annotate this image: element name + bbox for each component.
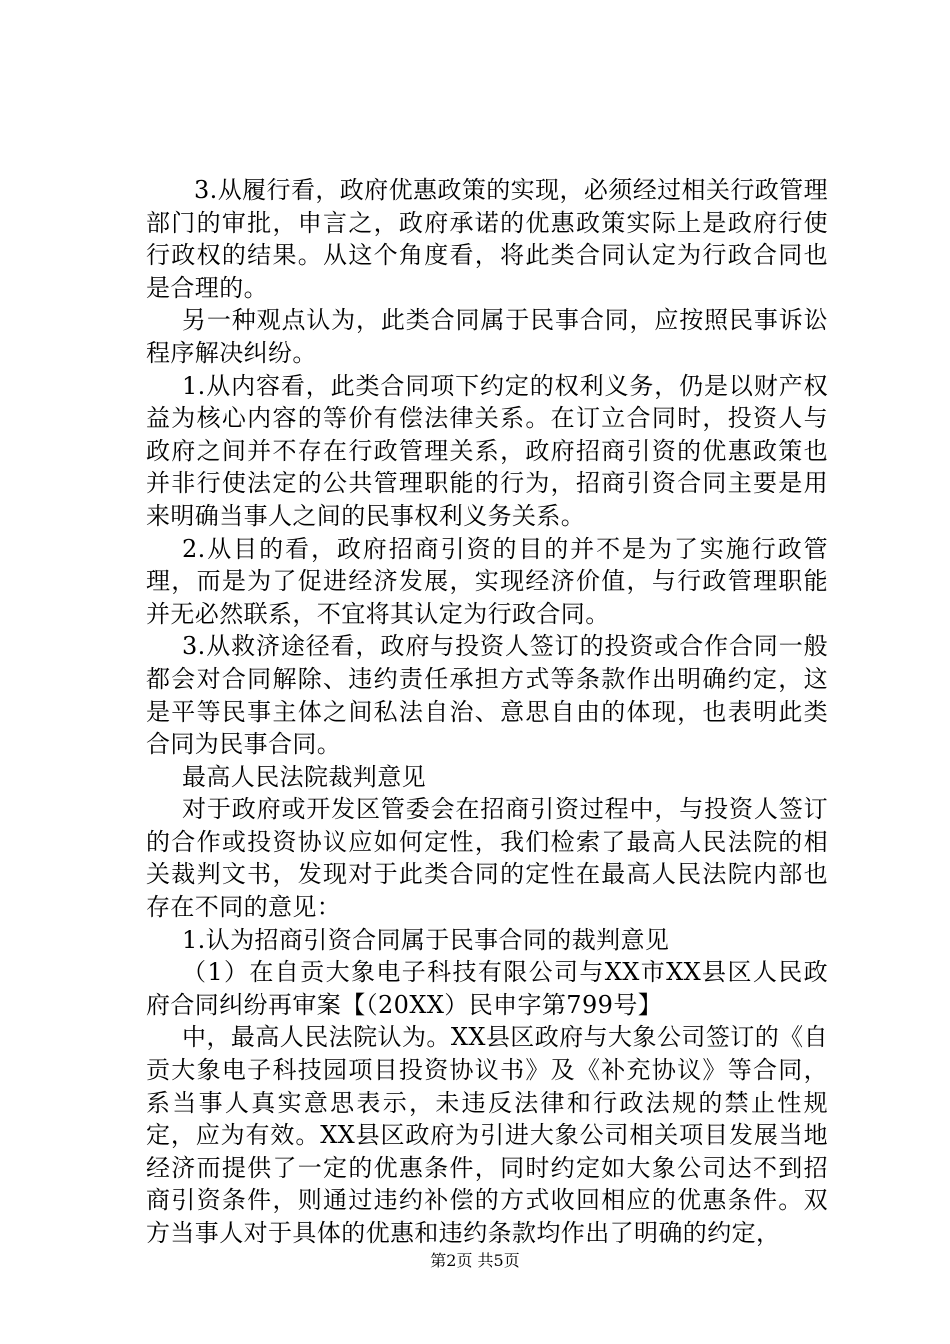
subheading-civil-contract-opinion: 1.认为招商引资合同属于民事合同的裁判意见 [182,925,670,954]
paragraph-purpose-view: 2.从目的看，政府招商引资的目的并不是为了实施行政管理，而是为了促进经济发展，实现经济价值，与行政管理职能并无必然联系，不宜将其认定为行政合同。 [146,534,828,628]
page-footer-page-number: 第2页 共5页 [430,1251,520,1270]
paragraph-court-holding: 中，最高人民法院认为。XX县区政府与大象公司签订的《自贡大象电子科技园项目投资协议书》及《补充协议》等合同，系当事人真实意思表示，未违反法律和行政法规的禁止性规定，应为有效。XX县区政府为引进大象公司相关项目发展当地经济而提供了一定的优惠条件，同时约定如大象公司达不到招商引资条件，则通过违约补偿的方式收回相应的优惠条件。双方当事人对于具体的优惠和违约条款均作出了明确的约定， [146,1023,828,1247]
paragraph-case-citation: （1）在自贡大象电子科技有限公司与XX市XX县区人民政府合同纠纷再审案【（20XX）民申字第799号】 [146,958,828,1019]
section-heading-supreme-court-opinion: 最高人民法院裁判意见 [182,762,426,791]
paragraph-content-view: 1.从内容看，此类合同项下约定的权利义务，仍是以财产权益为核心内容的等价有偿法律关系。在订立合同时，投资人与政府之间并不存在行政管理关系，政府招商引资的优惠政策也并非行使法定的公共管理职能的行为，招商引资合同主要是用来明确当事人之间的民事权利义务关系。 [146,371,828,530]
document-body [146,174,828,1250]
paragraph-civil-contract-view: 另一种观点认为，此类合同属于民事合同，应按照民事诉讼程序解决纠纷。 [146,306,828,367]
paragraph-performance-view: 3.从履行看，政府优惠政策的实现，必须经过相关行政管理部门的审批，申言之，政府承诺的优惠政策实际上是政府行使行政权的结果。从这个角度看，将此类合同认定为行政合同也是合理的。 [146,176,828,302]
paragraph-remedy-view: 3.从救济途径看，政府与投资人签订的投资或合作合同一般都会对合同解除、违约责任承担方式等条款作出明确约定，这是平等民事主体之间私法自治、意思自由的体现，也表明此类合同为民事合同。 [146,632,828,759]
paragraph-court-search-intro: 对于政府或开发区管委会在招商引资过程中，与投资人签订的合作或投资协议应如何定性，我们检索了最高人民法院的相关裁判文书，发现对于此类合同的定性在最高人民法院内部也存在不同的意见： [146,795,828,922]
